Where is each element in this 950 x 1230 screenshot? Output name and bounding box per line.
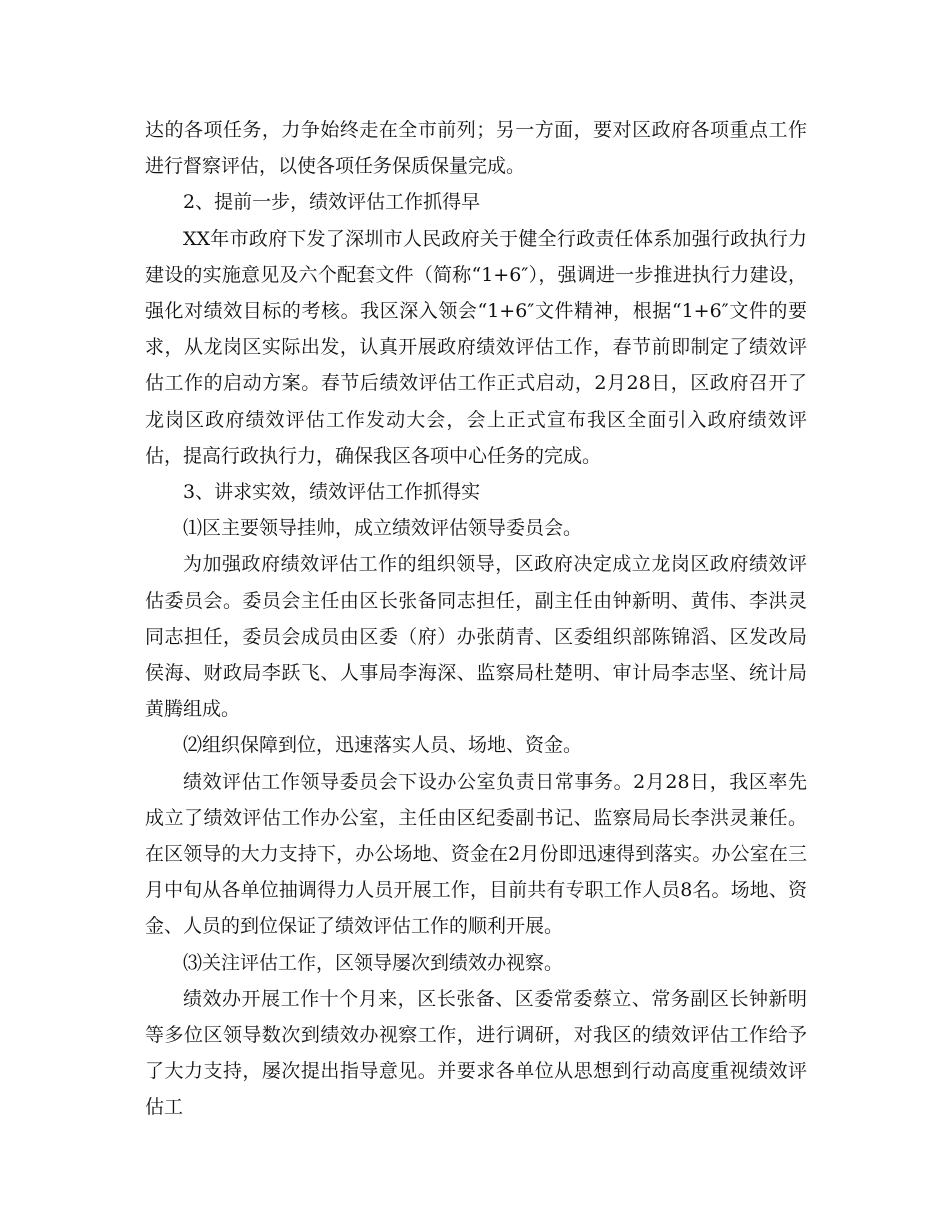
paragraph: 绩效办开展工作十个月来，区长张备、区委常委蔡立、常务副区长钟新明等多位区领导数次到绩效办视察工作，进行调研，对我区的绩效评估工作给予了大力支持，屡次提出指导意见。并要求各单位从思想到行动高度重视绩效评估工	[145, 987, 807, 1119]
subsection-heading: ⑵组织保障到位，迅速落实人员、场地、资金。	[183, 734, 583, 757]
document-body	[145, 112, 807, 1126]
paragraph: XX年市政府下发了深圳市人民政府关于健全行政责任体系加强行政执行力建设的实施意见及六个配套文件（简称“1+6″），强调进一步推进执行力建设，强化对绩效目标的考核。我区深入领会“1+6″文件精神，根据“1+6″文件的要求，从龙岗区实际出发，认真开展政府绩效评估工作，春节前即制定了绩效评估工作的启动方案。春节后绩效评估工作正式启动，2月28日，区政府召开了龙岗区政府绩效评估工作发动大会，会上正式宣布我区全面引入政府绩效评估，提高行政执行力，确保我区各项中心任务的完成。	[145, 227, 807, 467]
section-heading: 3、讲求实效，绩效评估工作抓得实	[183, 481, 481, 504]
subsection-heading: ⑶关注评估工作，区领导屡次到绩效办视察。	[183, 951, 564, 974]
subsection-heading: ⑴区主要领导挂帅，成立绩效评估领导委员会。	[183, 517, 583, 540]
paragraph: 为加强政府绩效评估工作的组织领导，区政府决定成立龙岗区政府绩效评估委员会。委员会主任由区长张备同志担任，副主任由钟新明、黄伟、李洪灵同志担任，委员会成员由区委（府）办张荫青、区委组织部陈锦滔、区发改局侯海、财政局李跃飞、人事局李海深、监察局杜楚明、审计局李志坚、统计局黄腾组成。	[145, 553, 807, 721]
paragraph: 绩效评估工作领导委员会下设办公室负责日常事务。2月28日，我区率先成立了绩效评估工作办公室，主任由区纪委副书记、监察局局长李洪灵兼任。在区领导的大力支持下，办公场地、资金在2月份即迅速得到落实。办公室在三月中旬从各单位抽调得力人员开展工作，目前共有专职工作人员8名。场地、资金、人员的到位保证了绩效评估工作的顺利开展。	[145, 770, 807, 938]
paragraph: 达的各项任务，力争始终走在全市前列；另一方面，要对区政府各项重点工作进行督察评估，以使各项任务保质保量完成。	[145, 119, 807, 178]
section-heading: 2、提前一步，绩效评估工作抓得早	[183, 191, 481, 214]
